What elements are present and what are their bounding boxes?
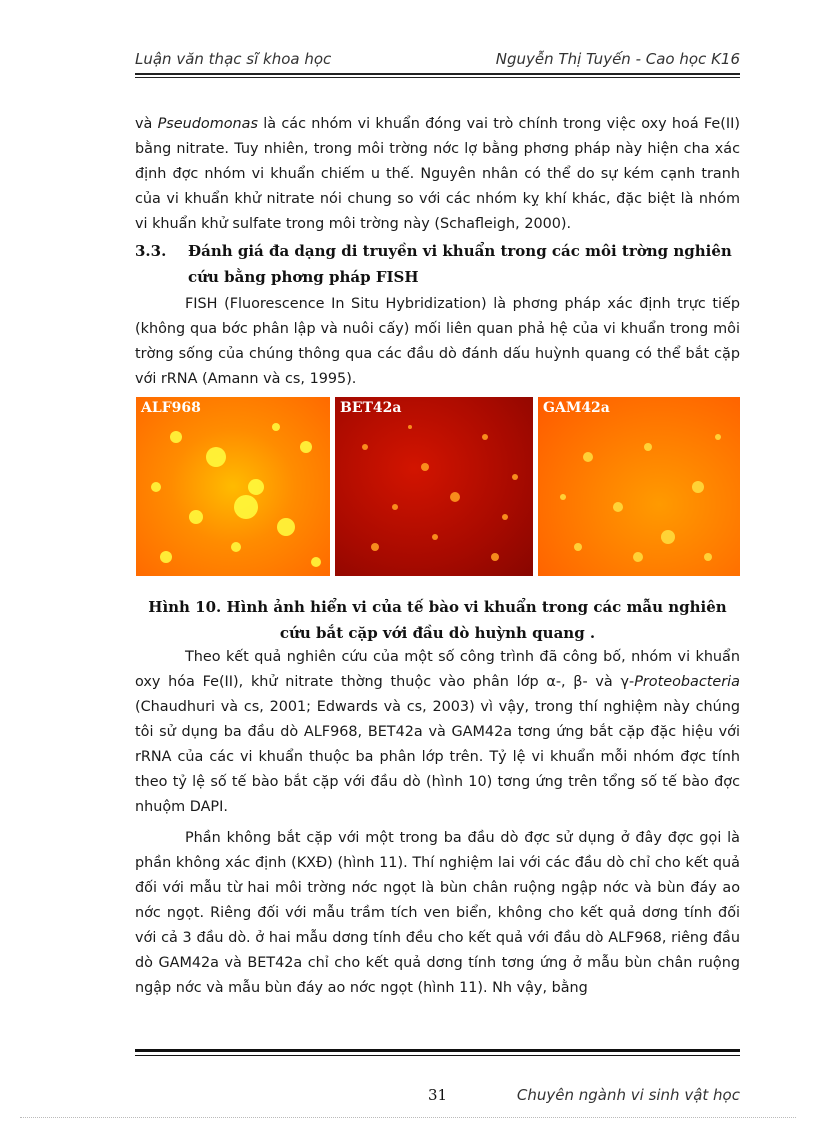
probe-label: GAM42a — [543, 400, 610, 416]
paragraph-lead: và — [135, 116, 158, 132]
footer-right: Chuyên ngành vi sinh vật học — [516, 1086, 740, 1104]
micrograph-gam42a — [538, 397, 740, 576]
micrograph-bet42a — [335, 397, 533, 576]
header-left: Luận văn thạc sĩ khoa học — [135, 50, 332, 68]
page-header — [135, 48, 740, 70]
probe-label: BET42a — [340, 400, 402, 416]
probe-label: ALF968 — [141, 400, 201, 416]
fish-micrograph-figure — [136, 397, 740, 576]
paragraph-text-cont: (Chaudhuri và cs, 2001; Edwards và cs, 2003) vì vậy, trong thí nghiệm này chúng tôi sử dụng ba đầu dò ALF968, BET42a và GAM42a tơng ứng bắt cặp đặc hiệu với rRNA của các vi khuẩn thuộc ba phân lớp trên. Tỷ lệ vi khuẩn mỗi nhóm đợc tính theo tỷ lệ số tế bào bắt cặp với đầu dò (hình 10) tơng ứng trên tổng số tế bào đợc nhuộm DAPI. — [135, 699, 740, 815]
paragraph-4 — [135, 826, 740, 1001]
section-title: Đánh giá đa dạng di truyền vi khuẩn trong các môi trờng nghiên cứu bằng phơng pháp FISH — [188, 242, 732, 286]
paragraph-2 — [135, 292, 740, 392]
paragraph-3 — [135, 645, 740, 820]
section-heading — [135, 238, 740, 290]
paragraph-text: Phần không bắt cặp với một trong ba đầu dò đợc sử dụng ở đây đợc gọi là phần không xác định (KXĐ) (hình 11). Thí nghiệm lai với các đầu dò chỉ cho kết quả đối với mẫu từ hai môi trờng nớc ngọt là bùn chân ruộng ngập nớc và bùn đáy ao nớc ngọt. Riêng đối với mẫu trầm tích ven biển, không cho kết quả dơng tính đối với cả 3 đầu dò. ở hai mẫu dơng tính đều cho kết quả với đầu dò ALF968, riêng đầu dò GAM42a và BET42a chỉ cho kết quả dơng tính tơng ứng ở mẫu bùn chân ruộng ngập nớc và mẫu bùn đáy ao nớc ngọt (hình 11). Nh vậy, bằng — [135, 830, 740, 996]
paragraph-text: là các nhóm vi khuẩn đóng vai trò chính trong việc oxy hoá Fe(II) bằng nitrate. Tuy nhiên, trong môi trờng nớc lợ bằng phơng pháp này hiện cha xác định đợc nhóm vi khuẩn chiếm u thế. Nguyên nhân có thể do sự kém cạnh tranh của vi khuẩn khử nitrate nói chung so với các nhóm kỵ khí khác, đặc biệt là nhóm vi khuẩn khử sulfate trong môi trờng này (Schafleigh, 2000). — [135, 116, 740, 232]
paragraph-1 — [135, 112, 740, 237]
page-edge-dotted-line — [20, 1117, 796, 1118]
figure-caption: Hình 10. Hình ảnh hiển vi của tế bào vi khuẩn trong các mẫu nghiên cứu bắt cặp với đầu dò huỳnh quang . — [148, 598, 727, 642]
footer-rule-thin — [135, 1055, 740, 1056]
page-number: 31 — [428, 1086, 448, 1104]
taxon-name: Proteobacteria — [634, 674, 740, 690]
genus-name: Pseudomonas — [157, 116, 258, 132]
paragraph-text: Theo kết quả nghiên cứu của một số công trình đã công bố, nhóm vi khuẩn oxy hóa Fe(II), khử nitrate thờng thuộc vào phân lớp α-, β- và γ- — [135, 649, 740, 690]
header-right: Nguyễn Thị Tuyến - Cao học K16 — [495, 50, 740, 68]
header-rule — [135, 73, 740, 75]
footer-rule — [135, 1049, 740, 1052]
header-rule-thin — [135, 77, 740, 78]
section-number: 3.3. — [135, 242, 167, 260]
micrograph-alf968 — [136, 397, 330, 576]
paragraph-text: FISH (Fluorescence In Situ Hybridization) là phơng pháp xác định trực tiếp (không qua bớc phân lập và nuôi cấy) mối liên quan phả hệ của vi khuẩn trong môi trờng sống của chúng thông qua các đầu dò đánh dấu huỳnh quang có thể bắt cặp với rRNA (Amann và cs, 1995). — [135, 296, 740, 387]
